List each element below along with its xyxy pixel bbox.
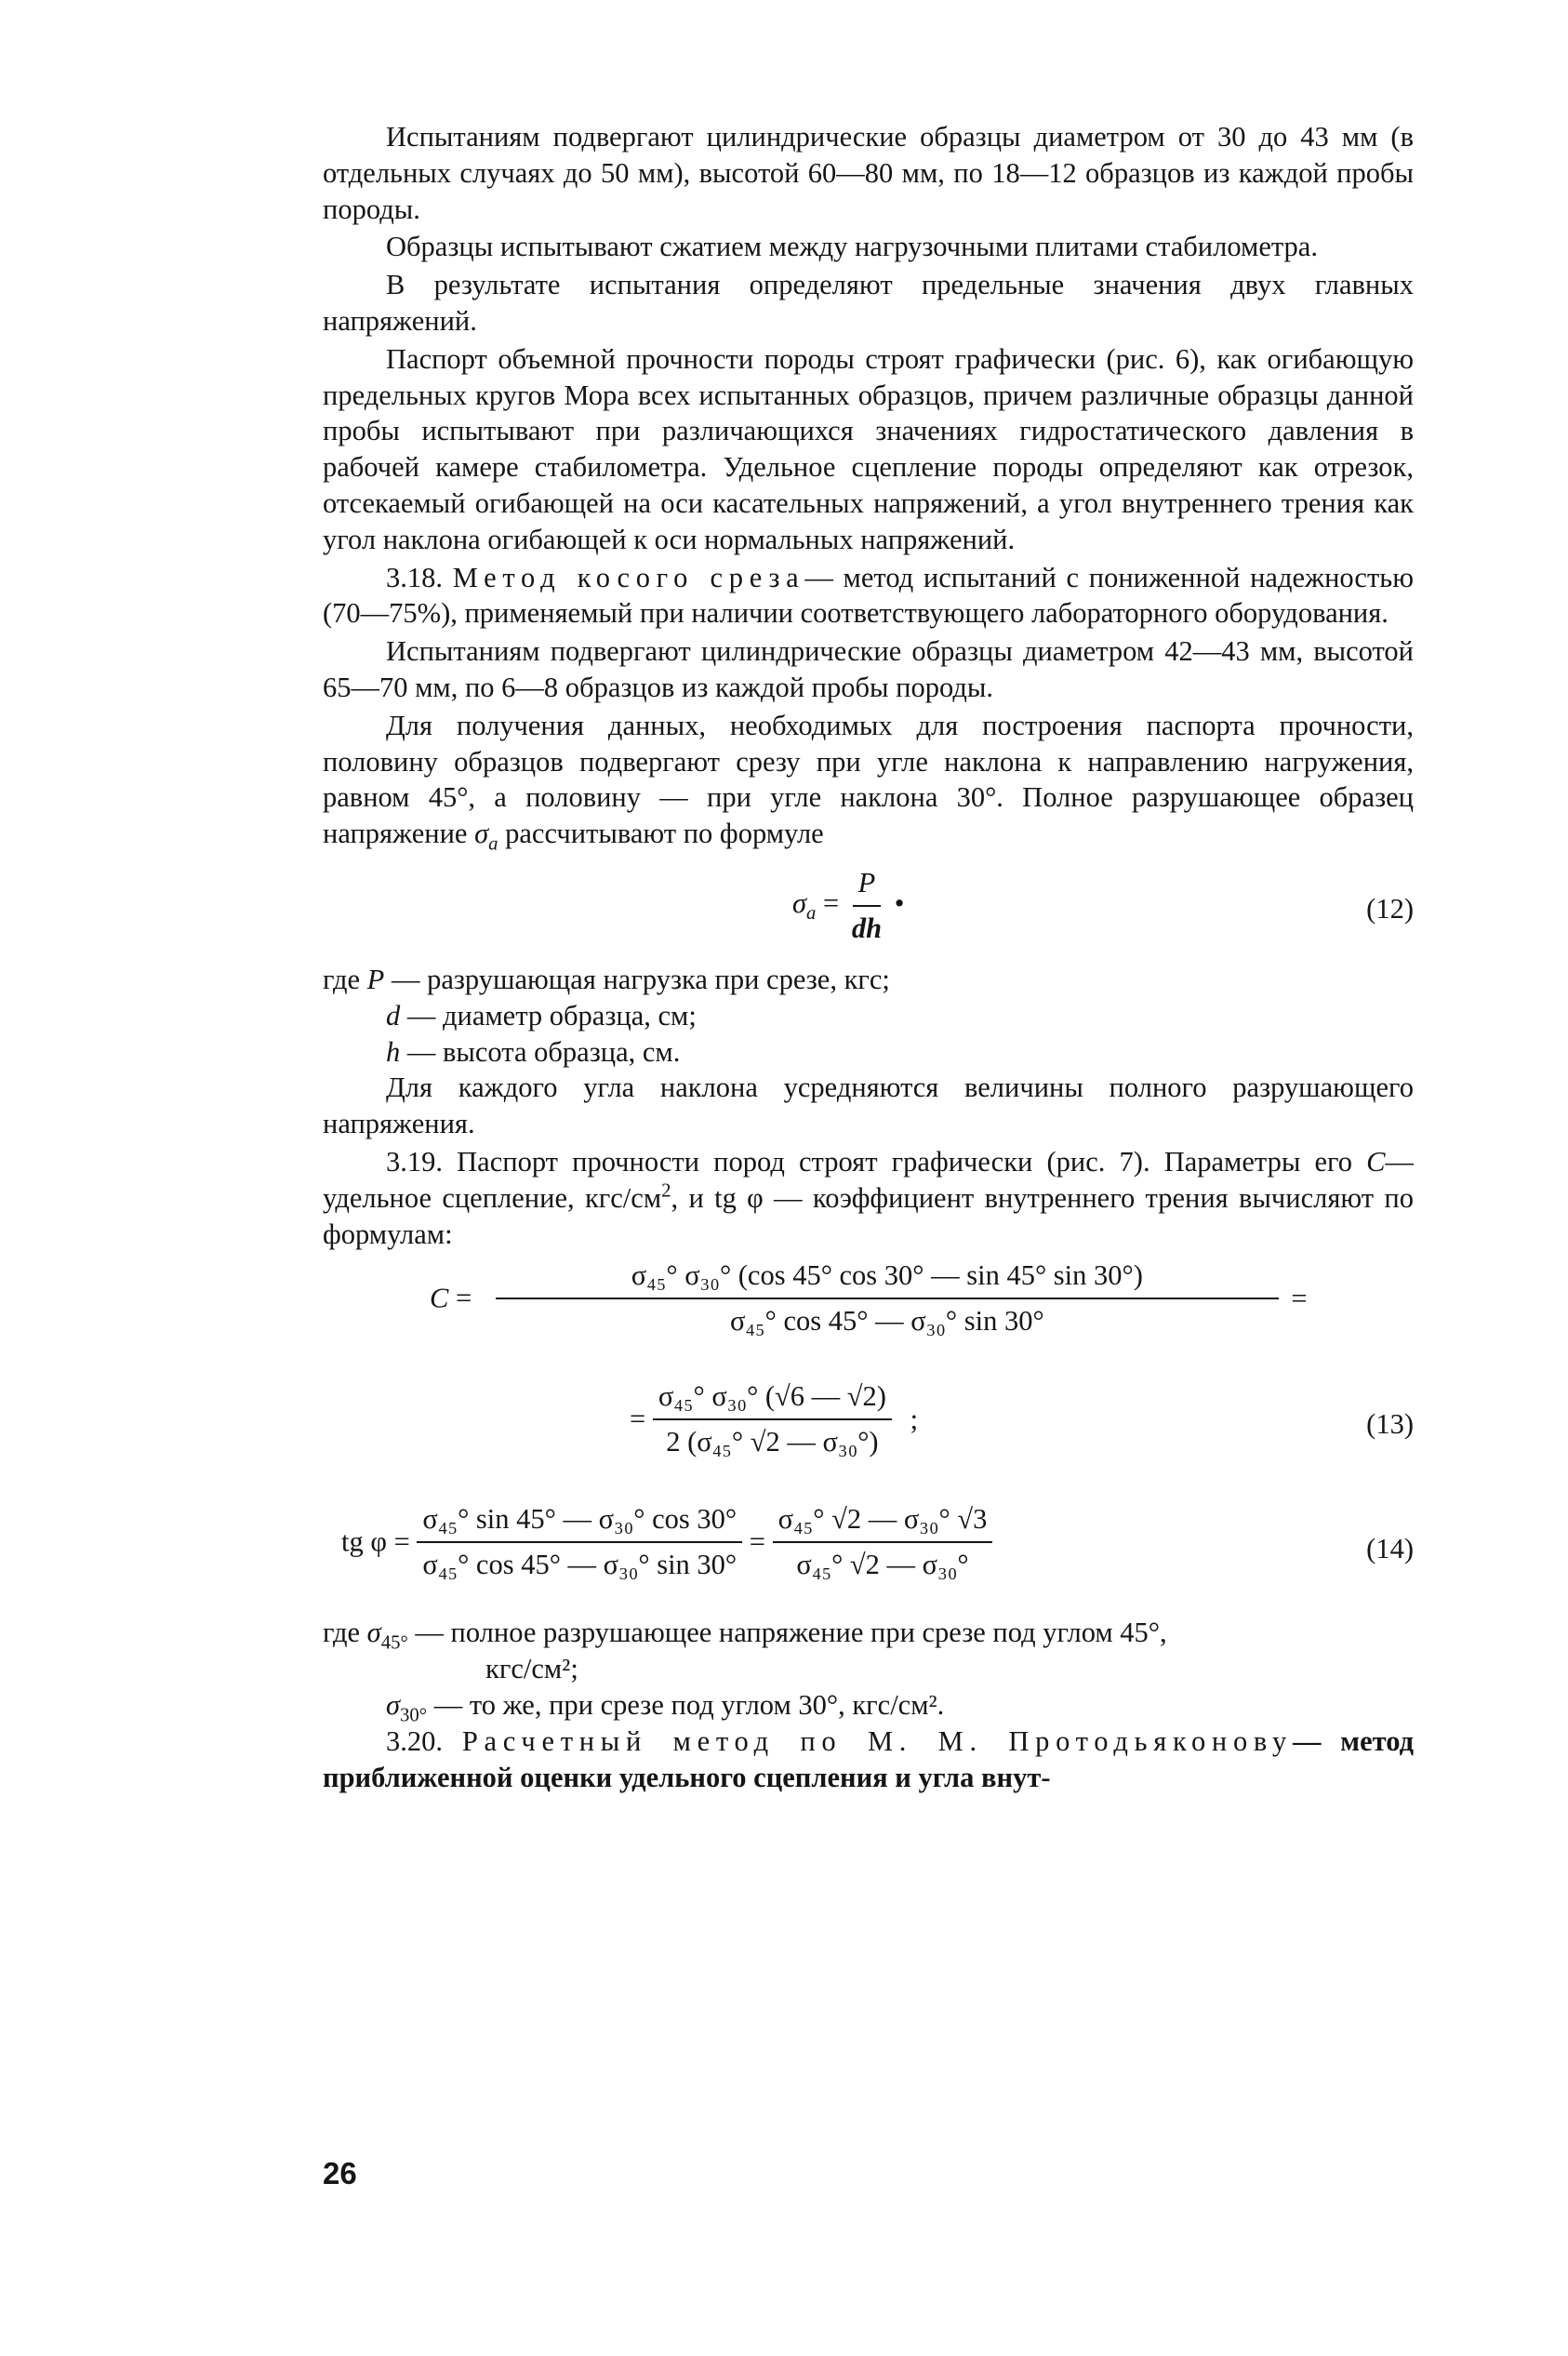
equation-13: C = $\frac{\text{σ₄₅° σ₃₀° (cos 45° cos 30° — sin 45° sin 30°)}}{\text{σ₄₅° cos 45° — σ₃₀° sin 30°}}$ = = $\frac{\text{σ₄₅° σ₃₀° (√6 — √2)}}{\text{2 (σ₄₅° √2 — σ₃₀°)}}$ ; (13) xyxy=(430,1259,1414,1458)
paragraph-samples-stabilometer: Испытаниям подвергают цилиндрические образцы диаметром от 30 до 43 мм (в отдельных случаях до 50 мм), высотой 60—80 мм, по 18—12 образцов из каждой пробы породы. xyxy=(323,121,1414,225)
page-number: 26 xyxy=(323,2156,357,2190)
section-3-18 xyxy=(323,560,1414,632)
paragraph-averaging: Для каждого угла наклона усредняются величины полного разрушающего напряжения. xyxy=(323,1072,1414,1140)
page-body xyxy=(323,119,1414,1797)
paragraph-samples-oblique: Испытаниям подвергают цилиндрические образцы диаметром 42—43 мм, высотой 65—70 мм, по 6—8 образцов из каждой пробы породы. xyxy=(323,635,1414,703)
section-number: 3.18. xyxy=(386,561,443,593)
section-3-19: 3.19. Паспорт прочности пород строят графически (рис. 7). Параметры его C— удельное сцепление, кгс/$см^2$, и tg φ — коэффициент внутреннего трения вычисляют по формулам: xyxy=(323,1145,1414,1250)
equation-number-14: (14) xyxy=(1366,1533,1414,1565)
equation-12: $\sigma_a$ = $\frac{P}{dh}$ • (12) xyxy=(792,866,1414,944)
paragraph-passport-volume: Паспорт объемной прочности породы строят графически (рис. 6), как огибающую предельных кругов Мора всех испытанных образцов, причем различные образцы данной пробы испытывают при различающихся значениях гидростатического давления в рабочей камере стабилометра. Удельное сцепление породы определяют как отрезок, отсекаемый огибающей на оси касательных напряжений, а угол внутреннего трения как угол наклона огибающей к оси нормальных напряжений. xyxy=(323,342,1414,555)
section-title: Расчетный метод по М. М. Протодьяконову xyxy=(461,1724,1293,1757)
section-title: Метод косого среза xyxy=(452,561,805,593)
equation-number-12: (12) xyxy=(1366,892,1414,925)
paragraph-shear-angles: Для получения данных, необходимых для построения паспорта прочности, половину образцов подвергают срезу при угле наклона к направлению нагружения, равном 45°, а половину — при угле наклона 30°. Полное разрушающее образец напряжение $\sigma_a$ рассчитывают по формуле xyxy=(323,709,1414,855)
section-text: — метод испытаний с пониженной надежностью (70—75%), применяемый при наличии соответствующего лабораторного оборудования. xyxy=(323,561,1414,630)
definitions-eq12: где P — разрушающая нагрузка при срезе, кгс; d — диаметр образца, см; h — высота образца, см. xyxy=(323,963,890,1068)
definitions-eq14: где $\sigma_{45^\circ}$ — полное разрушающее напряжение при срезе под углом 45°, кгс/см²; $\sigma_{30^\circ}$ — то же, при срезе под углом 30°, кгс/см². xyxy=(323,1617,1167,1726)
paragraph-result: В результате испытания определяют предельные значения двух главных напряжений. xyxy=(323,269,1414,337)
section-3-20: 3.20. Расчетный метод по М. М. Протодьяконову— метод приближенной оценки удельного сцепления и угла внут- xyxy=(323,1724,1414,1793)
equation-number-13: (13) xyxy=(1366,1408,1414,1441)
equation-14: tg φ = $\frac{\text{σ₄₅° sin 45° — σ₃₀° cos 30°}}{\text{σ₄₅° cos 45° — σ₃₀° sin 30°}}$ = $\frac{\text{σ₄₅° √2 — σ₃₀° √3}}{\text{σ₄₅° √2 — σ₃₀°}}$ (14) xyxy=(341,1503,1414,1581)
paragraph-compression: Образцы испытывают сжатием между нагрузочными плитами стабилометра. xyxy=(386,231,1318,263)
